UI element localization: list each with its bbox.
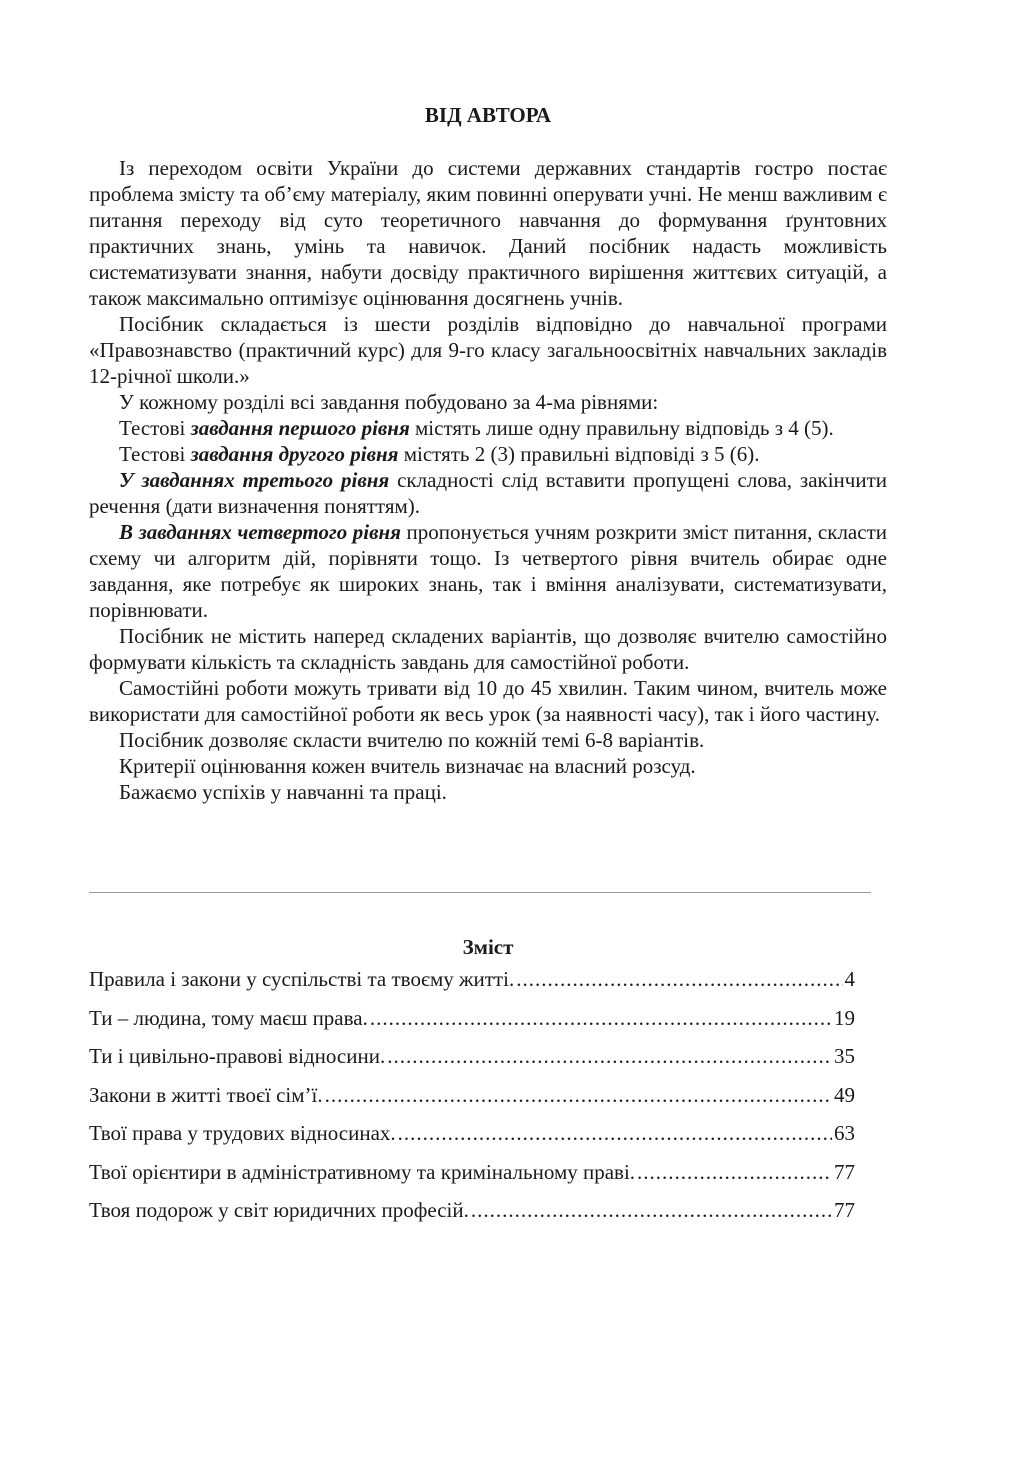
toc-entry-title: Твоя подорож у світ юридичних професій. — [89, 1198, 469, 1222]
level-4-emphasis: В завданнях четвертого рівня — [119, 520, 401, 544]
toc-entry[interactable] — [89, 1157, 855, 1196]
paragraph-variants: Посібник не містить наперед складених варіантів, що дозволяє вчителю самостійно формувати кількість та складність завдань для самостійної роботи. — [89, 624, 887, 674]
level-4-text: пропонується учням розкрити зміст питання, скласти схему чи алгоритм дій, порівняти тощо. Із четвертого рівня вчитель обирає одне завдання, яке потребує як широких знань, так і вміння аналізувати, систематизувати, порівнювати. — [89, 520, 887, 622]
toc-entry[interactable] — [89, 1080, 855, 1119]
paragraph-intro: Із переходом освіти України до системи державних стандартів гостро постає проблема змісту та об’єму матеріалу, яким повинні оперувати учні. Не менш важливим є питання переходу від суто теоретичного навчання до формування ґрунтовних практичних знань, умінь та навичок. Даний посібник надасть можливість систематизувати знання, набути досвіду практичного вирішення життєвих ситуацій, а також максимально оптимізує оцінювання досягнень учнів. — [89, 156, 887, 310]
level-2-prefix: Тестові — [119, 442, 191, 466]
paragraph-structure: Посібник складається із шести розділів відповідно до навчальної програми «Правознавство (практичний курс) для 9-го класу загальноосвітніх навчальних закладів 12-річної школи.» — [89, 312, 887, 388]
toc-leader-dots — [637, 1157, 832, 1187]
page-heading: ВІД АВТОРА — [424, 103, 552, 127]
author-foreword — [89, 155, 887, 805]
level-2-emphasis: завдання другого рівня — [190, 442, 399, 466]
toc-entry[interactable] — [89, 1003, 855, 1042]
toc-entry-title: Правила і закони у суспільстві та твоєму житті. — [89, 967, 515, 991]
level-1-text: містять лише одну правильну відповідь з 4 (5). — [409, 416, 834, 440]
table-of-contents — [89, 964, 855, 1234]
toc-entry-page: 4 — [844, 967, 855, 991]
paragraph-level-3 — [89, 467, 887, 519]
toc-leader-dots — [398, 1118, 832, 1148]
toc-entry[interactable] — [89, 964, 855, 1003]
toc-entry-title: Ти – людина, тому маєш права. — [89, 1005, 368, 1030]
level-2-text: містять 2 (3) правильні відповіді з 5 (6). — [398, 442, 760, 466]
toc-entry[interactable] — [89, 1195, 855, 1234]
toc-heading: Зміст — [462, 935, 514, 959]
toc-entry-title: Твої права у трудових відносинах. — [89, 1121, 396, 1145]
paragraph-variant-count: Посібник дозволяє скласти вчителю по кожній темі 6-8 варіантів. — [119, 728, 705, 752]
toc-entry-title: Твої орієнтири в адміністративному та кримінальному праві. — [89, 1159, 636, 1184]
level-3-text: складності слід вставити пропущені слова, закінчити речення (дати визначення поняттям). — [89, 468, 887, 518]
level-1-prefix: Тестові — [119, 416, 191, 440]
toc-entry[interactable] — [89, 1041, 855, 1080]
toc-entry-page: 49 — [834, 1082, 855, 1107]
paragraph-level-1 — [89, 415, 887, 441]
toc-entry-page: 63 — [834, 1121, 855, 1145]
section-divider — [89, 892, 871, 893]
toc-leader-dots — [325, 1080, 832, 1110]
toc-entry-title: Закони в житті твоєї сім’ї. — [89, 1082, 323, 1107]
toc-entry-page: 35 — [834, 1044, 855, 1068]
paragraph-criteria: Критерії оцінювання кожен вчитель визначає на власний розсуд. — [119, 754, 696, 778]
paragraph-levels: У кожному розділі всі завдання побудовано за 4-ма рівнями: — [119, 390, 659, 414]
toc-entry-page: 77 — [834, 1198, 855, 1222]
toc-leader-dots — [516, 964, 842, 994]
toc-leader-dots — [370, 1003, 832, 1033]
toc-leader-dots — [471, 1195, 832, 1225]
toc-entry-page: 19 — [834, 1005, 855, 1030]
paragraph-duration: Самостійні роботи можуть тривати від 10 до 45 хвилин. Таким чином, вчитель може використати для самостійної роботи як весь урок (за наявності часу), так і його частину. — [89, 676, 887, 726]
toc-entry-page: 77 — [834, 1159, 855, 1184]
toc-entry-title: Ти і цивільно-правові відносини. — [89, 1044, 386, 1068]
toc-leader-dots — [387, 1041, 832, 1071]
level-3-emphasis: У завданнях третього рівня — [119, 468, 390, 492]
paragraph-level-4 — [89, 519, 887, 623]
level-1-emphasis: завдання першого рівня — [190, 416, 410, 440]
toc-entry[interactable] — [89, 1118, 855, 1157]
paragraph-wishes: Бажаємо успіхів у навчанні та праці. — [119, 780, 447, 804]
paragraph-level-2 — [89, 441, 887, 467]
